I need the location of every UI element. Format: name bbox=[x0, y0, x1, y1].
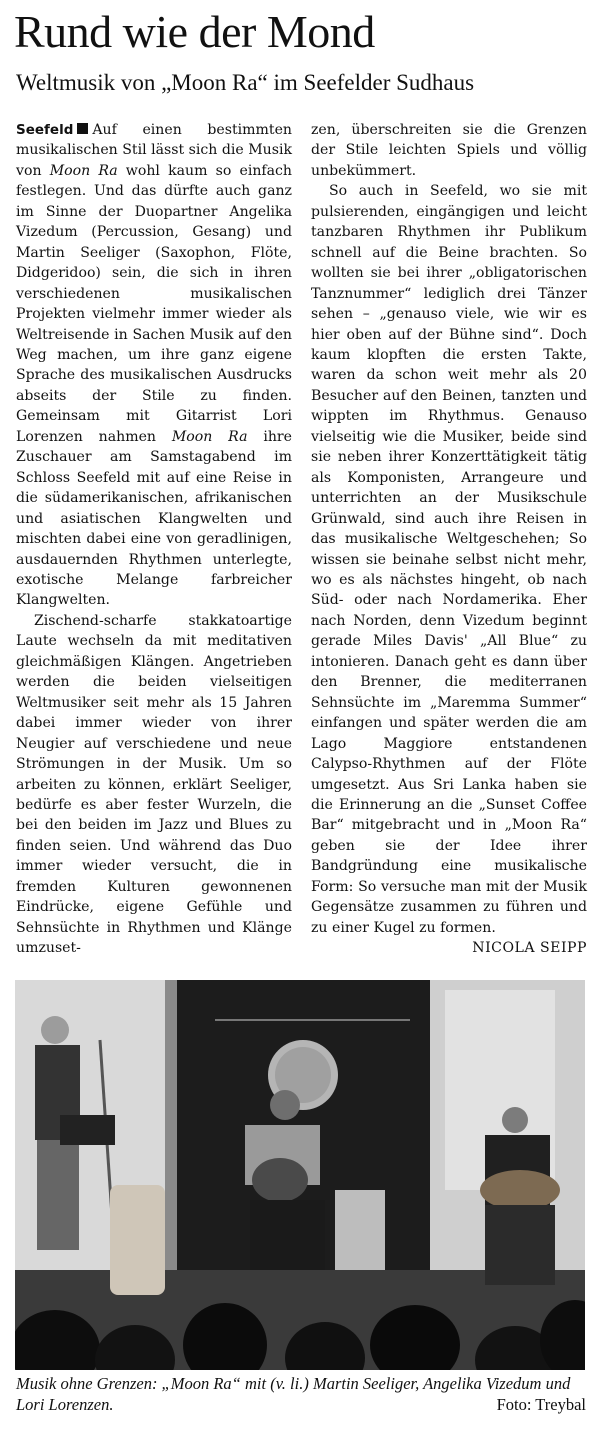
paragraph-4 bbox=[311, 181, 587, 957]
article-column-right bbox=[311, 120, 587, 959]
paragraph-4-text: So auch in Seefeld, wo sie mit pulsierenden, eingängigen und leicht tanzbaren Rhythmen ihr Publikum schnell auf die Beine brachten. So wollten sie bei ihrer „obligatorischen Tanznummer“ lediglich drei Tänzer sehen – „genauso viele, wie wir es hier oben auf der Bühne sind“. Doch kaum klopften die ersten Takte, waren da schon weit mehr als 20 Besucher auf den Beinen, tanzten und wippten im Rhythmus. Genauso vielseitig wie die Musiker, beide sind sie neben ihrer Konzerttätigkeit tätig als Komponisten, Arrangeure und unterrichten an der Musikschule Grünwald, sind auch ihre Reisen in das musikalische Weltgeschehen; So wissen sie beinahe selbst nicht mehr, wo es als nächstes hingeht, ob nach Süd- oder nach Nordamerika. Eher nach Norden, denn Vizedum beginnt gerade Miles Davis' „All Blue“ zu intonieren. Danach geht es dann über den Brenner, die mediterranen Sehnsüchte im „Maremma Summer“ einfangen und später werden die am Lago Maggiore entstandenen Calypso-Rhythmen auf der Flöte umgesetzt. Aus Sri Lanka haben sie die Erinnerung an die „Sunset Coffee Bar“ mitgebracht und in „Moon Ra“ geben sie der Idee ihrer Bandgründung eine musikalische Form: So versuche man mit der Musik Gegensätze zusammen zu führen und zu einer Kugel zu formen. bbox=[311, 183, 587, 936]
caption-text: Musik ohne Grenzen: „Moon Ra“ mit (v. li.) Martin Seeliger, Angelika Vizedum und Lori Lorenzen. bbox=[16, 1374, 571, 1414]
paragraph-1 bbox=[16, 120, 292, 611]
photo-credit: Foto: Treybal bbox=[496, 1395, 586, 1414]
paragraph-2: Zischend-scharfe stakkatoartige Laute wechseln da mit meditativen gleichmäßigen Klängen. Angetrieben werden die beiden vielseitigen Weltmusiker seit mehr als 15 Jahren dabei immer wieder von ihrer Neugier auf verschiedene und neue Strömungen in der Musik. Um so arbeiten zu können, erklärt Seeliger, bedürfe es aber fester Wurzeln, die bei den beiden im Jazz und Blues zu finden seien. Und während das Duo immer wieder versucht, die in fremden Kulturen gewonnenen Eindrücke, eigene Gefühle und Sehnsüchte in Rhythmen und Klänge umzuset- bbox=[16, 612, 292, 957]
square-bullet-icon bbox=[77, 123, 88, 134]
paragraph-1-part-a: Auf einen bestimmten musikalischen Stil lässt sich die Musik von bbox=[16, 122, 292, 179]
paragraph-3: zen, überschreiten sie die Grenzen der Stile leichten Spiels und völlig unbekümmert. bbox=[311, 122, 587, 179]
photo-caption bbox=[16, 1373, 586, 1415]
concert-photo bbox=[15, 980, 585, 1370]
author-byline: NICOLA SEIPP bbox=[472, 940, 587, 957]
band-name: Moon Ra bbox=[49, 162, 118, 179]
paragraph-1-part-c: ihre Zuschauer am Samstagabend im Schloss Seefeld mit auf eine Reise in die südamerikanischen, afrikanischen und asiatischen Klangwelten und mischten dabei eine von geradlinigen, ausdauernden Rhythmen unterlegte, exotische Melange farbreicher Klangwelten. bbox=[16, 428, 292, 609]
article-column-left bbox=[16, 120, 292, 959]
band-name: Moon Ra bbox=[171, 428, 248, 445]
paragraph-1-part-b: wohl kaum so einfach festlegen. Und das dürfte auch ganz im Sinne der Duopartner Angelika Vizedum (Percussion, Gesang) und Martin Seeliger (Saxophon, Flöte, Didgeridoo) sein, die sich in ihren verschiedenen musikalischen Projekten vielmehr immer wieder als Weltreisende in Sachen Musik auf den Weg machen, um ihre ganz eigene Sprache des musikalischen Ausdrucks abseits der Stile zu finden. Gemeinsam mit Gitarrist Lori Lorenzen nahmen bbox=[16, 162, 293, 445]
subheadline: Weltmusik von „Moon Ra“ im Seefelder Sudhaus bbox=[16, 70, 475, 95]
headline: Rund wie der Mond bbox=[14, 6, 375, 57]
dateline: Seefeld bbox=[16, 122, 74, 138]
